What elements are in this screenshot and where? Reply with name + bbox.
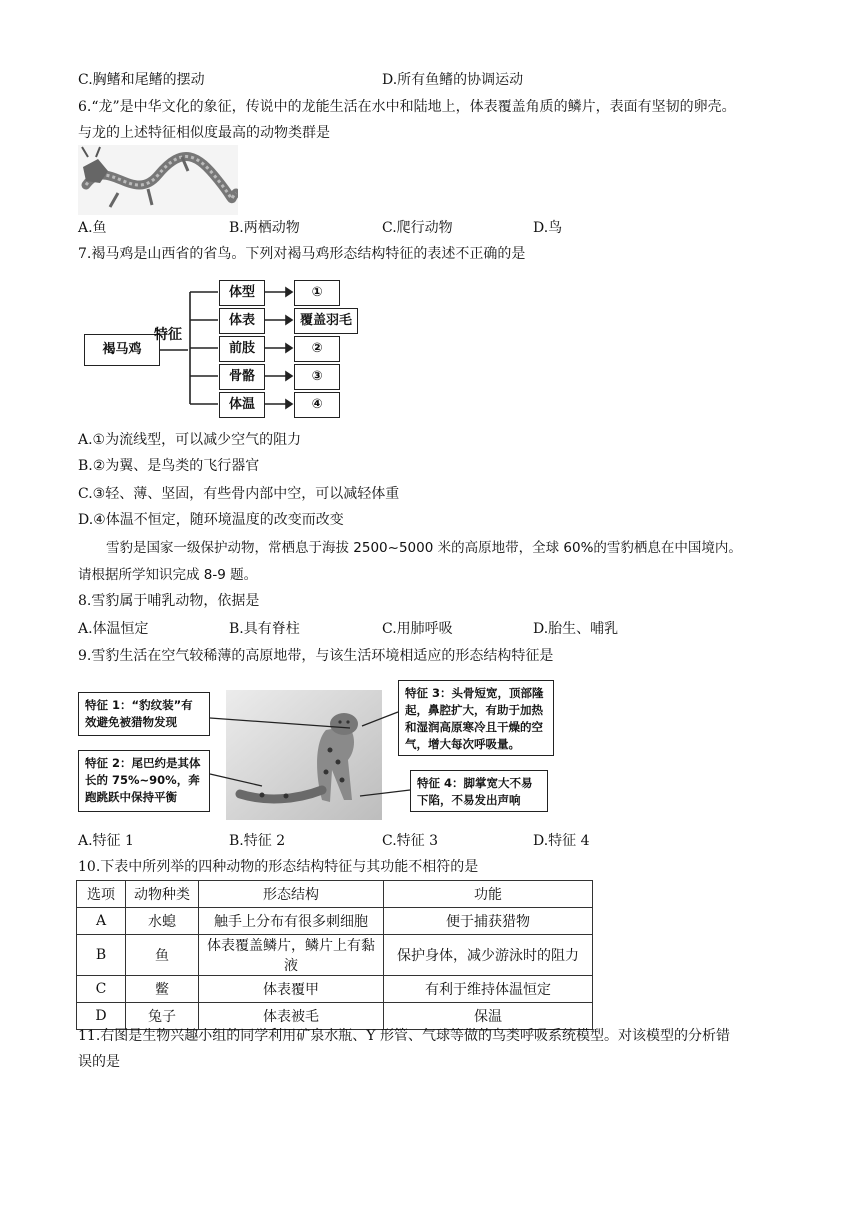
table-cell: 有利于维持体温恒定 — [384, 976, 593, 1003]
q7-diagram — [78, 272, 378, 422]
q7-root-box: 褐马鸡 — [84, 334, 160, 366]
q5-option-c: C.胸鳍和尾鳍的摆动 — [78, 72, 205, 88]
q9-feature-3: 特征 3：头骨短宽，顶部隆起，鼻腔扩大，有助于加热和湿润高原寒冷且干燥的空气，增大每次呼吸量。 — [398, 680, 554, 756]
dragon-illustration — [78, 145, 238, 215]
table-cell: 体表被毛 — [199, 1003, 384, 1030]
q7-option-b: B.②为翼、是鸟类的飞行器官 — [78, 458, 260, 474]
table-cell: A — [77, 908, 126, 935]
q9-feature-2: 特征 2：尾巴约是其体长的 75%~90%，奔跑跳跃中保持平衡 — [78, 750, 210, 812]
q6-option-d: D.鸟 — [533, 220, 563, 236]
table-cell: 触手上分布有很多刺细胞 — [199, 908, 384, 935]
table-cell: C — [77, 976, 126, 1003]
q7-label-body-surface: 体表 — [219, 308, 265, 334]
q7-label-skeleton: 骨骼 — [219, 364, 265, 390]
table-header-cell: 动物种类 — [126, 881, 199, 908]
table-header-row — [77, 881, 593, 908]
q7-value-1: ① — [294, 280, 340, 306]
q7-label-body-temp: 体温 — [219, 392, 265, 418]
table-row — [77, 908, 593, 935]
table-cell: 体表覆甲 — [199, 976, 384, 1003]
q6-stem-line2: 与龙的上述特征相似度最高的动物类群是 — [78, 125, 330, 141]
q10-stem: 10.下表中所列举的四种动物的形态结构特征与其功能不相符的是 — [78, 859, 479, 875]
q7-stem: 7.褐马鸡是山西省的省鸟。下列对褐马鸡形态结构特征的表述不正确的是 — [78, 246, 526, 262]
passage-line1: 雪豹是国家一级保护动物，常栖息于海拔 2500~5000 米的高原地带，全球 60%的雪豹栖息在中国境内。 — [106, 540, 742, 556]
q9-feature-4: 特征 4：脚掌宽大不易下陷，不易发出声响 — [410, 770, 548, 812]
q7-label-forelimb: 前肢 — [219, 336, 265, 362]
table-cell: 体表覆盖鳞片，鳞片上有黏液 — [199, 935, 384, 976]
q11-stem-line1: 11.右图是生物兴趣小组的同学利用矿泉水瓶、Y 形管、气球等做的鸟类呼吸系统模型。对该模型的分析错 — [78, 1028, 730, 1044]
table-cell: 保温 — [384, 1003, 593, 1030]
q9-option-a: A.特征 1 — [78, 833, 134, 849]
table-row — [77, 976, 593, 1003]
q7-connector-label: 特征 — [154, 327, 182, 343]
table-header-cell: 功能 — [384, 881, 593, 908]
q6-option-c: C.爬行动物 — [382, 220, 453, 236]
table-cell: 便于捕获猎物 — [384, 908, 593, 935]
passage-line2: 请根据所学知识完成 8-9 题。 — [78, 567, 258, 583]
q7-option-d: D.④体温不恒定，随环境温度的改变而改变 — [78, 512, 344, 528]
q9-figure — [78, 676, 558, 822]
q10-table — [76, 880, 593, 1030]
q6-option-a: A.鱼 — [78, 220, 107, 236]
q7-option-c: C.③轻、薄、坚固，有些骨内部中空，可以减轻体重 — [78, 486, 400, 502]
table-cell: 鱼 — [126, 935, 199, 976]
q9-feature-1: 特征 1：“豹纹装”有效避免被猎物发现 — [78, 692, 210, 736]
table-header-cell: 形态结构 — [199, 881, 384, 908]
q11-stem-line2: 误的是 — [78, 1054, 120, 1070]
table-cell: B — [77, 935, 126, 976]
q6-stem-line1: 6.“龙”是中华文化的象征，传说中的龙能生活在水中和陆地上，体表覆盖角质的鳞片，表面有坚韧的卵壳。 — [78, 99, 736, 115]
q9-option-c: C.特征 3 — [382, 833, 439, 849]
q7-label-body-shape: 体型 — [219, 280, 265, 306]
q7-value-4: ④ — [294, 392, 340, 418]
q8-stem: 8.雪豹属于哺乳动物，依据是 — [78, 593, 260, 609]
table-cell: 鳖 — [126, 976, 199, 1003]
q9-option-b: B.特征 2 — [229, 833, 286, 849]
q5-option-d: D.所有鱼鳍的协调运动 — [382, 72, 524, 88]
q8-option-a: A.体温恒定 — [78, 621, 149, 637]
q6-option-b: B.两栖动物 — [229, 220, 300, 236]
q7-value-2: ② — [294, 336, 340, 362]
table-row — [77, 935, 593, 976]
table-cell: D — [77, 1003, 126, 1030]
q9-option-d: D.特征 4 — [533, 833, 590, 849]
table-header-cell: 选项 — [77, 881, 126, 908]
table-cell: 保护身体，减少游泳时的阻力 — [384, 935, 593, 976]
q7-value-3: ③ — [294, 364, 340, 390]
q8-option-d: D.胎生、哺乳 — [533, 621, 619, 637]
q8-option-c: C.用肺呼吸 — [382, 621, 453, 637]
table-cell: 水螅 — [126, 908, 199, 935]
q8-option-b: B.具有脊柱 — [229, 621, 300, 637]
q7-value-feathers: 覆盖羽毛 — [294, 308, 358, 334]
q7-option-a: A.①为流线型，可以减少空气的阻力 — [78, 432, 302, 448]
q9-stem: 9.雪豹生活在空气较稀薄的高原地带，与该生活环境相适应的形态结构特征是 — [78, 648, 554, 664]
table-cell: 兔子 — [126, 1003, 199, 1030]
